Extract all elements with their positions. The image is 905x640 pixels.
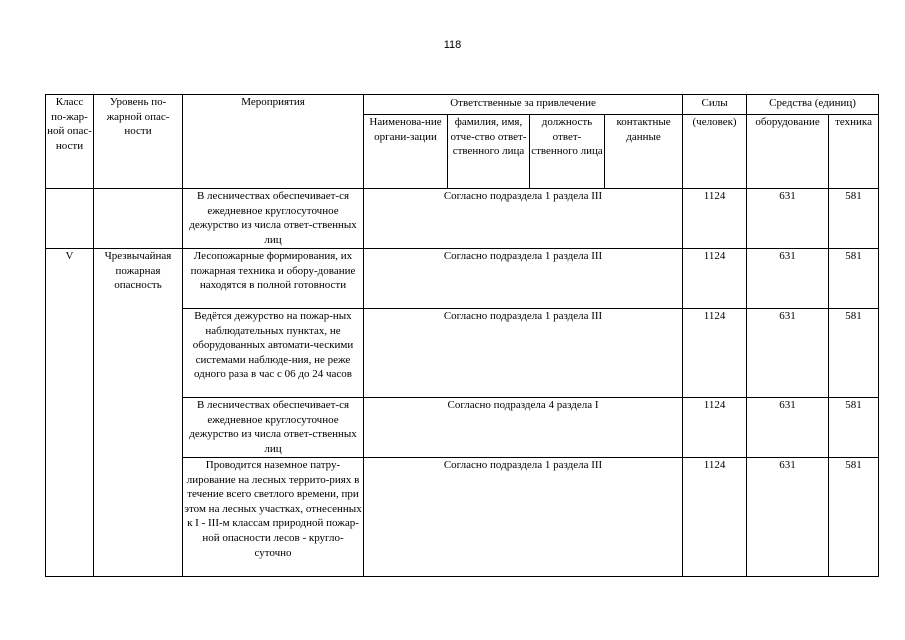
class-cell	[46, 189, 94, 249]
forces-cell: 1124	[683, 309, 747, 398]
responsible-cell: Согласно подраздела 1 раздела III	[364, 458, 683, 577]
header-responsible: Ответственные за привлечение	[364, 95, 683, 115]
header-row-1	[46, 95, 879, 115]
level-cell	[94, 189, 183, 249]
header-name: фамилия, имя, отче-ство ответ-ственного лица	[448, 115, 530, 189]
header-forces: Силы	[683, 95, 747, 115]
header-contacts: контактные данные	[605, 115, 683, 189]
responsible-cell: Согласно подраздела 1 раздела III	[364, 249, 683, 309]
responsible-cell: Согласно подраздела 1 раздела III	[364, 189, 683, 249]
header-position: должность ответ-ственного лица	[530, 115, 605, 189]
equipment-cell: 631	[747, 458, 829, 577]
vehicles-cell: 581	[829, 458, 879, 577]
header-org: Наименова-ние органи-зации	[364, 115, 448, 189]
page-number: 118	[443, 39, 462, 51]
forces-cell: 1124	[683, 398, 747, 458]
measure-cell: В лесничествах обеспечивает-ся ежедневное круглосуточное дежурство из числа ответ-ственных лиц	[183, 189, 364, 249]
measure-cell: Ведётся дежурство на пожар-ных наблюдательных пунктах, не оборудованных автомати-ческими системами наблюде-ния, не реже одного раза в час с 06 до 24 часов	[183, 309, 364, 398]
measure-cell: В лесничествах обеспечивает-ся ежедневное круглосуточное дежурство из числа ответ-ственных лиц	[183, 398, 364, 458]
forces-cell: 1124	[683, 249, 747, 309]
header-vehicles: техника	[829, 115, 879, 189]
header-equipment: оборудование	[747, 115, 829, 189]
equipment-cell: 631	[747, 189, 829, 249]
vehicles-cell: 581	[829, 249, 879, 309]
equipment-cell: 631	[747, 398, 829, 458]
header-measures: Мероприятия	[183, 95, 364, 189]
class-cell: V	[46, 249, 94, 577]
responsible-cell: Согласно подраздела 1 раздела III	[364, 309, 683, 398]
table-row	[46, 249, 879, 309]
fire-danger-table	[45, 94, 879, 577]
header-level: Уровень по-жарной опас-ности	[94, 95, 183, 189]
responsible-cell: Согласно подраздела 4 раздела I	[364, 398, 683, 458]
equipment-cell: 631	[747, 249, 829, 309]
header-forces-unit: (человек)	[683, 115, 747, 189]
measure-cell: Проводится наземное патру-лирование на лесных террито-риях в течение всего светлого времени, при этом на лесных участках, отнесенных к I - III-м классам природной пожар-ной опасности лесов - кругло-суточно	[183, 458, 364, 577]
header-means: Средства (единиц)	[747, 95, 879, 115]
vehicles-cell: 581	[829, 189, 879, 249]
measure-cell: Лесопожарные формирования, их пожарная техника и обору-дование находятся в полной готовности	[183, 249, 364, 309]
forces-cell: 1124	[683, 189, 747, 249]
vehicles-cell: 581	[829, 398, 879, 458]
level-cell: Чрезвычайная пожарная опасность	[94, 249, 183, 577]
table-row	[46, 189, 879, 249]
vehicles-cell: 581	[829, 309, 879, 398]
header-class: Класс по-жар-ной опас-ности	[46, 95, 94, 189]
forces-cell: 1124	[683, 458, 747, 577]
equipment-cell: 631	[747, 309, 829, 398]
